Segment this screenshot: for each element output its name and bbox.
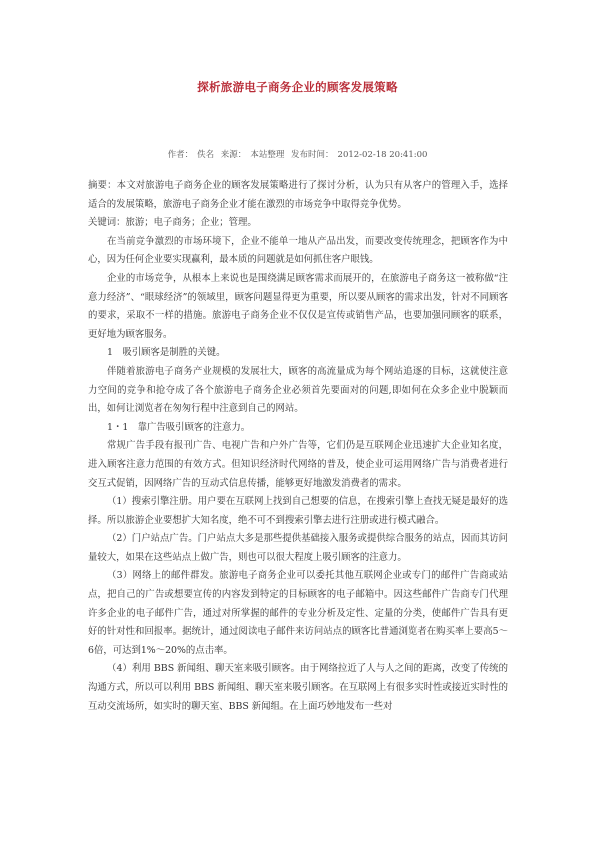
subsection-heading: 1・1 靠广告吸引顾客的注意力。 — [107, 421, 251, 433]
body-paragraph: 伴随着旅游电子商务产业规模的发展壮大，顾客的高流量成为每个网站追逐的目标，这就使注意力空间的竞争和抢夺成了各个旅游电子商务企业必须首先要面对的问题,即如何在众多企业中脱颖而出，如何让浏览者在匆匆行程中注意到自己的网站。 — [88, 365, 508, 415]
publish-time: 2012-02-18 20:41:00 — [337, 150, 428, 160]
author: 佚名 — [197, 150, 215, 160]
keywords-paragraph: 关键词：旅游；电子商务；企业；管理。 — [88, 217, 257, 229]
list-item-paragraph: （3）网络上的邮件群发。旅游电子商务企业可以委托其他互联网企业或专门的邮件广告商或站点，把自己的广告或想要宣传的内容发到特定的目标顾客的电子邮箱中。因这些邮件广告商专门代理许多企业的电子邮件广告，通过对所掌握的邮件的专业分析及定性、定量的分类，使邮件广告具有更好的针对性和回报率。据统计，通过阅读电子邮件来访问站点的顾客比普通浏览者在购买率上要高5～6倍，可达到1%～20%的点击率。 — [88, 570, 508, 656]
article-body — [88, 177, 508, 716]
author-label: 作者： — [167, 150, 194, 160]
article-title: 探析旅游电子商务企业的顾客发展策略 — [197, 80, 398, 94]
publish-time-label: 发布时间： — [291, 150, 334, 160]
article-meta — [0, 148, 595, 160]
list-item-paragraph: （4）利用 BBS 新闻组、聊天室来吸引顾客。由于网络拉近了人与人之间的距离，改变了传统的沟通方式，所以可以利用 BBS 新闻组、聊天室来吸引顾客。在互联网上有很多实时性或接近实时性的互动交流场所，如实时的聊天室、BBS 新闻组。在上面巧妙地发布一些对 — [88, 663, 508, 712]
body-paragraph: 企业的市场竞争，从根本上来说也是围绕满足顾客需求而展开的，在旅游电子商务这一被称做“注意力经济”、“眼球经济”的领域里，顾客问题显得更为重要，所以要从顾客的需求出发，针对不同顾客的要求，采取不一样的措施。旅游电子商务企业不仅仅是宣传或销售产品，也要加强同顾客的联系，更好地为顾客服务。 — [88, 272, 508, 340]
section-heading: 1 吸引顾客是制胜的关键。 — [107, 347, 226, 359]
list-item-paragraph: （1）搜索引擎注册。用户要在互联网上找到自己想要的信息，在搜索引擎上查找无疑是最好的选择。所以旅游企业要想扩大知名度，绝不可不到搜索引擎去进行注册或进行模式融合。 — [88, 496, 508, 526]
body-paragraph: 常规广告手段有报刊广告、电视广告和户外广告等，它们仍是互联网企业迅速扩大企业知名度，进入顾客注意力范围的有效方式。但知识经济时代网络的普及，使企业可运用网络广告与消费者进行交互式促销，因网络广告的互动式信息传播，能够更好地激发消费者的需求。 — [88, 440, 508, 489]
source: 本站整理 — [250, 150, 285, 160]
source-label: 来源： — [220, 150, 247, 160]
list-item-paragraph: （2）门户站点广告。门户站点大多是那些提供基础接入服务或提供综合服务的站点，因而其访问量较大，如果在这些站点上做广告，则也可以很大程度上吸引顾客的注意力。 — [88, 533, 508, 563]
abstract-paragraph: 摘要：本文对旅游电子商务企业的顾客发展策略进行了探讨分析，认为只有从客户的管理入手，选择适合的发展策略，旅游电子商务企业才能在激烈的市场竞争中取得竞争优势。 — [88, 180, 508, 210]
body-paragraph: 在当前竞争激烈的市场环境下，企业不能单一地从产品出发，而要改变传统理念，把顾客作为中心，因为任何企业要实现赢利，最本质的问题就是如何抓住客户眼钱。 — [88, 235, 508, 266]
